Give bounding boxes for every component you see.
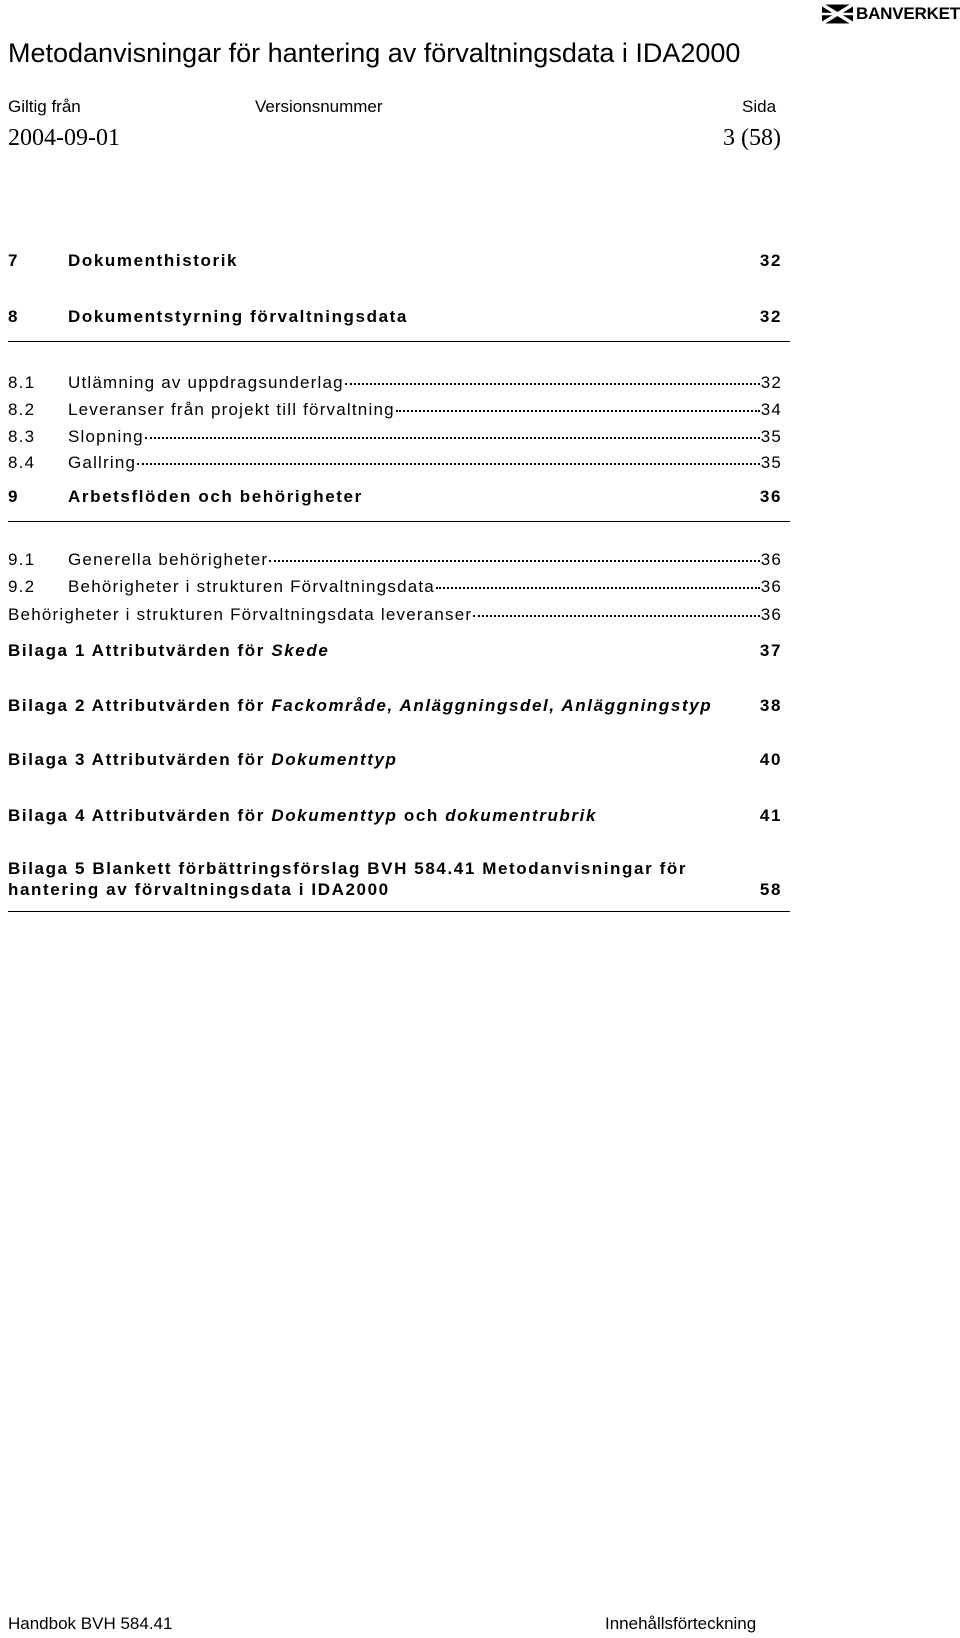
- toc-entry-bilaga-2[interactable]: [8, 696, 782, 716]
- toc-page: 37: [759, 641, 782, 660]
- banverket-logo: [822, 2, 960, 26]
- toc-label-prefix: Bilaga 3 Attributvärden för: [8, 750, 272, 769]
- logo-text: BANVERKET: [856, 4, 960, 23]
- toc-label-italic: Skede: [271, 641, 330, 660]
- toc-label: [8, 750, 398, 770]
- toc-label: Behörigheter i strukturen Förvaltningsdata leveranser: [8, 605, 473, 624]
- toc-number: 8.3: [8, 427, 36, 446]
- valid-from-label: Giltig från: [8, 97, 81, 116]
- toc-page: 35: [760, 427, 782, 446]
- section-divider: [8, 911, 790, 912]
- valid-from-value: 2004-09-01: [8, 125, 120, 151]
- toc-label: [8, 806, 597, 826]
- toc-entry-bilaga-3[interactable]: [8, 750, 782, 770]
- toc-leader: [436, 587, 760, 589]
- toc-number: 8.4: [8, 453, 36, 472]
- toc-entry-9-3[interactable]: [8, 605, 782, 625]
- toc-label: [8, 696, 712, 716]
- toc-label: [8, 641, 329, 661]
- toc-label: Dokumenthistorik: [68, 251, 239, 270]
- toc-label: Bilaga 5 Blankett förbättringsförslag BVH 584.41 Metodanvisningar för: [8, 859, 688, 878]
- toc-number: 7: [8, 251, 20, 270]
- toc-page: 34: [760, 400, 782, 419]
- toc-label: Behörigheter i strukturen Förvaltningsdata: [68, 577, 435, 596]
- chapter-divider: [8, 341, 790, 342]
- toc-leader: [396, 410, 760, 412]
- toc-page: 41: [759, 806, 782, 825]
- toc-label: Arbetsflöden och behörigheter: [68, 487, 363, 506]
- footer-handbook: Handbok BVH 584.41: [8, 1614, 173, 1633]
- toc-page: 32: [759, 251, 782, 270]
- toc-leader: [473, 615, 759, 617]
- toc-label-italic: Fackområde, Anläggningsdel, Anläggningstyp: [271, 696, 713, 715]
- toc-label: hantering av förvaltningsdata i IDA2000: [8, 880, 390, 899]
- toc-number: 9: [8, 487, 20, 506]
- toc-page: 38: [759, 696, 782, 715]
- toc-page: 35: [760, 453, 782, 472]
- toc-page: 36: [760, 550, 782, 569]
- toc-page: 32: [759, 307, 782, 326]
- toc-page: 36: [759, 487, 782, 506]
- toc-label: Leveranser från projekt till förvaltning: [68, 400, 395, 419]
- document-title: Metodanvisningar för hantering av förvaltningsdata i IDA2000: [8, 38, 741, 68]
- toc-entry-9-1[interactable]: [8, 550, 782, 570]
- page-label: Sida: [742, 97, 777, 116]
- toc-page: 36: [760, 605, 782, 624]
- toc-leader: [269, 560, 759, 562]
- toc-label: Dokumentstyrning förvaltningsdata: [68, 307, 408, 326]
- toc-entry-chapter-7[interactable]: [8, 251, 782, 271]
- toc-number: 8: [8, 307, 20, 326]
- toc-number: 9.2: [8, 577, 36, 596]
- toc-page: 36: [760, 577, 782, 596]
- toc-entry-bilaga-4[interactable]: [8, 806, 782, 826]
- toc-entry-8-2[interactable]: [8, 400, 782, 420]
- toc-page: 32: [760, 373, 782, 392]
- toc-entry-9-2[interactable]: [8, 577, 782, 597]
- toc-number: 8.2: [8, 400, 36, 419]
- toc-label: Utlämning av uppdragsunderlag: [68, 373, 344, 392]
- toc-label: Gallring: [68, 453, 137, 472]
- toc-label-italic-2: dokumentrubrik: [445, 806, 598, 825]
- toc-entry-8-4[interactable]: [8, 453, 782, 473]
- toc-number: 8.1: [8, 373, 36, 392]
- toc-entry-8-3[interactable]: [8, 427, 782, 447]
- toc-entry-bilaga-5-line-1[interactable]: [8, 859, 782, 879]
- toc-label-italic: Dokumenttyp: [271, 806, 398, 825]
- toc-label: Slopning: [68, 427, 144, 446]
- toc-label-middle: och: [397, 806, 446, 825]
- toc-leader: [137, 463, 760, 465]
- page-value: 3 (58): [723, 125, 781, 151]
- toc-page: 40: [759, 750, 782, 769]
- toc-leader: [145, 437, 760, 439]
- toc-label: Generella behörigheter: [68, 550, 269, 569]
- toc-label-prefix: Bilaga 1 Attributvärden för: [8, 641, 272, 660]
- footer-section: Innehållsförteckning: [605, 1614, 757, 1633]
- toc-entry-chapter-8[interactable]: [8, 307, 782, 327]
- toc-number: 9.1: [8, 550, 36, 569]
- toc-label-prefix: Bilaga 2 Attributvärden för: [8, 696, 272, 715]
- toc-entry-bilaga-1[interactable]: [8, 641, 782, 661]
- version-label: Versionsnummer: [255, 97, 383, 116]
- toc-label-prefix: Bilaga 4 Attributvärden för: [8, 806, 272, 825]
- toc-entry-bilaga-5-line-2[interactable]: [8, 880, 782, 900]
- chapter-divider: [8, 521, 790, 522]
- banverket-emblem-icon: [822, 3, 853, 25]
- toc-label-italic: Dokumenttyp: [271, 750, 398, 769]
- toc-entry-chapter-9[interactable]: [8, 487, 782, 507]
- toc-leader: [345, 383, 760, 385]
- toc-page: 58: [759, 880, 782, 899]
- toc-entry-8-1[interactable]: [8, 373, 782, 393]
